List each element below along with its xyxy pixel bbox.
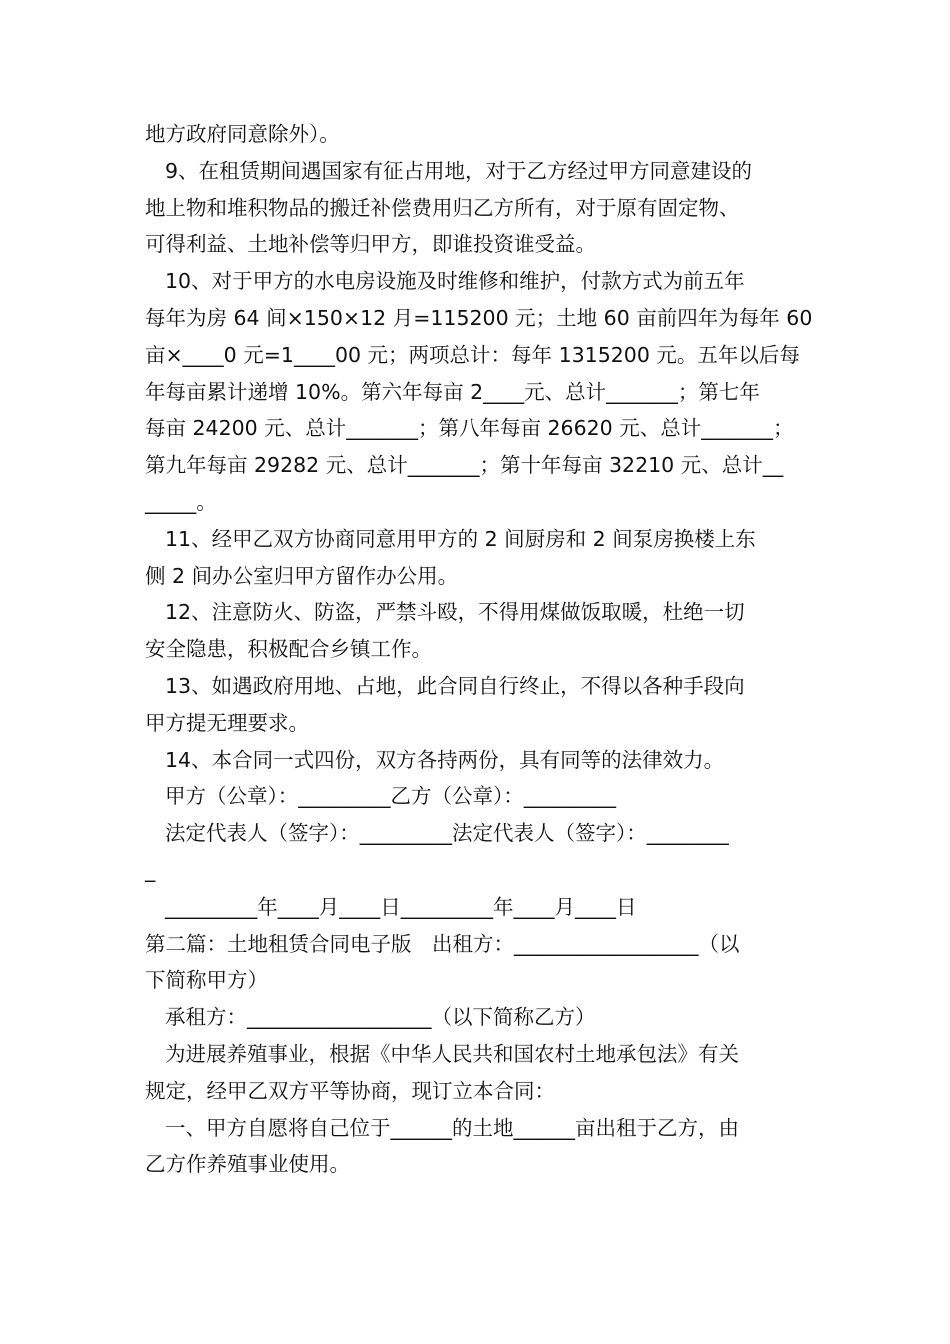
clause-10: 10、对于甲方的水电房设施及时维修和维护，付款方式为前五年	[165, 269, 745, 294]
text-line: 规定，经甲乙双方平等协商，现订立本合同：	[145, 1078, 555, 1103]
signature-line: 法定代表人（签字）：_________法定代表人（签字）：________	[165, 821, 729, 846]
article-1: 一、甲方自愿将自己位于______的土地______亩出租于乙方，由	[165, 1115, 739, 1140]
text-line: 亩×____0 元=1____00 元；两项总计：每年 1315200 元。五年以后每	[145, 342, 800, 367]
clause-14: 14、本合同一式四份，双方各持两份，具有同等的法律效力。	[165, 747, 725, 772]
lessee-line: 承租方：__________________（以下简称乙方）	[165, 1005, 596, 1030]
text-line: 侧 2 间办公室归甲方留作办公用。	[145, 563, 459, 588]
section-heading: 第二篇：土地租赁合同电子版 出租方：__________________（以	[145, 931, 740, 956]
text-line: _	[145, 857, 156, 882]
clause-13: 13、如遇政府用地、占地，此合同自行终止，不得以各种手段向	[165, 673, 745, 698]
clause-11: 11、经甲乙双方协商同意用甲方的 2 间厨房和 2 间泵房换楼上东	[165, 526, 756, 551]
text-line: 地方政府同意除外）。	[145, 122, 340, 146]
date-line: _________年____月____日_________年____月____日	[165, 894, 637, 919]
text-line: 可得利益、土地补偿等归甲方，即谁投资谁受益。	[145, 232, 596, 257]
text-line: 第九年每亩 29282 元、总计_______；第十年每亩 32210 元、总计__	[145, 453, 784, 478]
text-line: 每年为房 64 间×150×12 月=115200 元；土地 60 亩前四年为每年 60	[145, 305, 813, 330]
text-line: 每亩 24200 元、总计_______；第八年每亩 26620 元、总计_______；	[145, 416, 794, 441]
text-line: 下简称甲方）	[145, 968, 268, 993]
preamble: 为进展养殖事业，根据《中华人民共和国农村土地承包法》有关	[165, 1041, 739, 1066]
text-line: _____。	[145, 489, 217, 514]
clause-12: 12、注意防火、防盗，严禁斗殴，不得用煤做饭取暖，杜绝一切	[165, 600, 745, 625]
seal-line: 甲方（公章）：_________乙方（公章）：_________	[165, 784, 616, 809]
text-line: 地上物和堆积物品的搬迁补偿费用归乙方所有，对于原有固定物、	[145, 195, 740, 220]
document-body	[145, 116, 813, 1183]
text-line: 安全隐患，积极配合乡镇工作。	[145, 637, 432, 662]
text-line: 甲方提无理要求。	[145, 710, 309, 735]
clause-9: 9、在租赁期间遇国家有征占用地，对于乙方经过甲方同意建设的	[165, 158, 753, 183]
text-line: 年每亩累计递增 10%。第六年每亩 2____元、总计_______；第七年	[145, 379, 760, 404]
text-line: 乙方作养殖事业使用。	[145, 1152, 350, 1177]
